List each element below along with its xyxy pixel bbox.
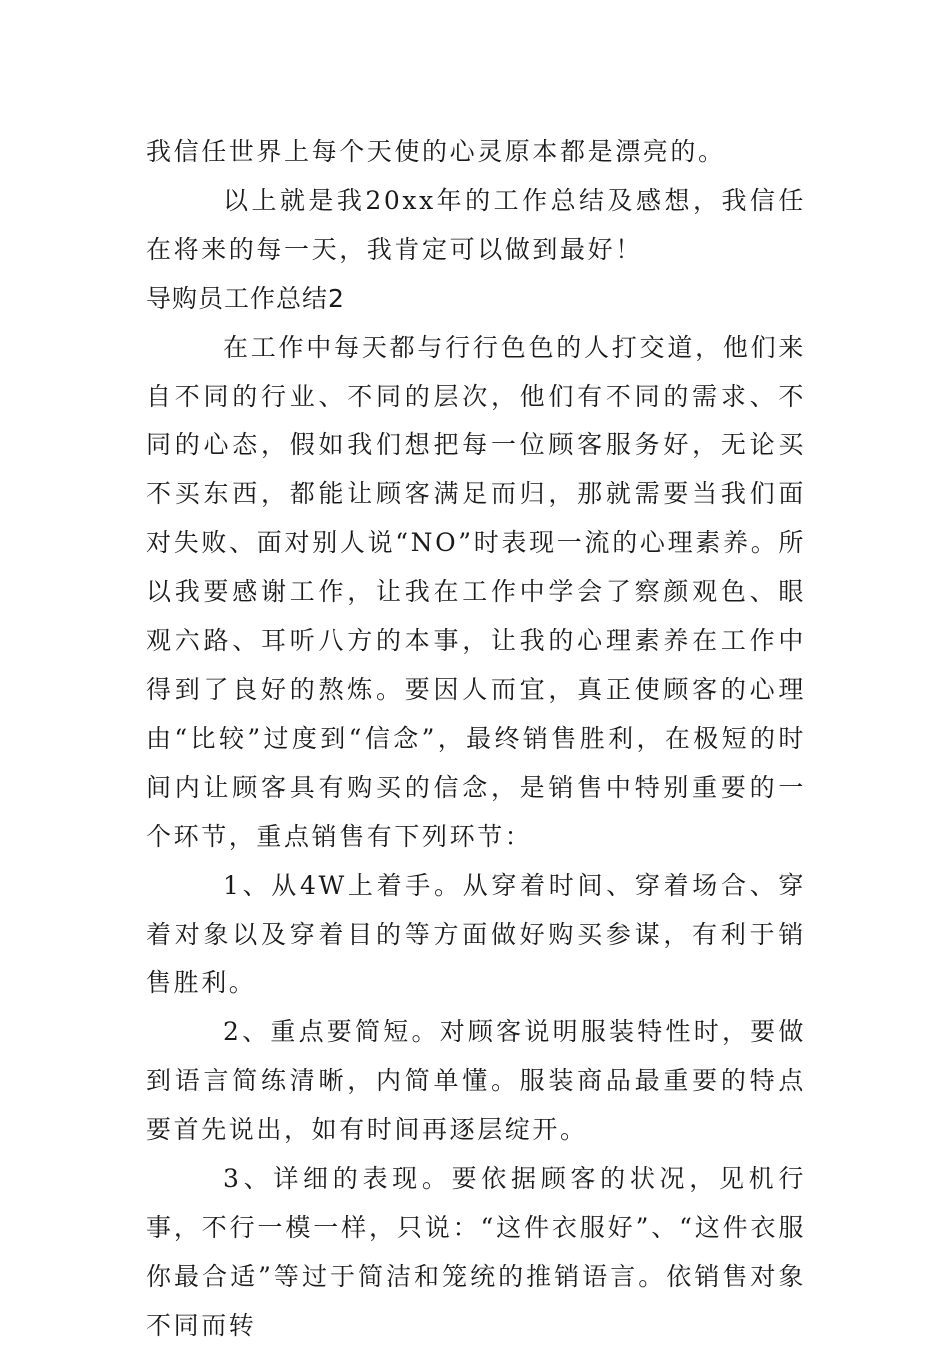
section-heading: 导购员工作总结2 [146, 283, 345, 313]
paragraph-point-3: 3、详细的表现。要依据顾客的状况，见机行事，不行一模一样，只说：“这件衣服好”、“这件衣服你最合适”等过于简洁和笼统的推销语言。依销售对象不同而转 [146, 1164, 806, 1340]
paragraph-intro: 在工作中每天都与行行色色的人打交道，他们来自不同的行业、不同的层次，他们有不同的需求、不同的心态，假如我们想把每一位顾客服务好，无论买不买东西，都能让顾客满足而归，那就需要当我们面对失败、面对别人说“NO”时表现一流的心理素养。所以我要感谢工作，让我在工作中学会了察颜观色、眼观六路、耳听八方的本事，让我的心理素养在工作中得到了良好的熬炼。要因人而宜，真正使顾客的心理由“比较”过度到“信念”，最终销售胜利，在极短的时间内让顾客具有购买的信念，是销售中特别重要的一个环节，重点销售有下列环节： [146, 332, 806, 851]
paragraph-point-1: 1、从4W上着手。从穿着时间、穿着场合、穿着对象以及穿着目的等方面做好购买参谋，有利于销售胜利。 [146, 870, 806, 998]
paragraph-summary: 以上就是我20xx年的工作总结及感想，我信任在将来的每一天，我肯定可以做到最好！ [146, 185, 806, 264]
paragraph-point-2: 2、重点要简短。对顾客说明服装特性时，要做到语言简练清晰，内简单懂。服装商品最重要的特点要首先说出，如有时间再逐层绽开。 [146, 1017, 806, 1145]
paragraph-closing-line: 我信任世界上每个天使的心灵原本都是漂亮的。 [146, 137, 726, 166]
document-body [146, 128, 806, 1351]
